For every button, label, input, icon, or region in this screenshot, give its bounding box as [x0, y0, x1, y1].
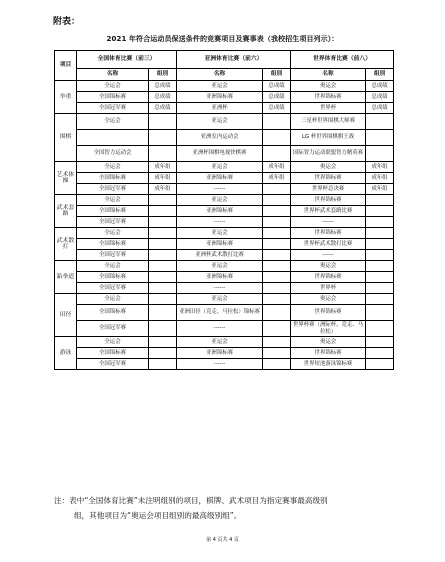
header-name: 名称: [291, 69, 366, 81]
asian-event-name: 亚洲室内运动会: [177, 130, 263, 146]
asian-event-name: 亚洲锦标赛: [177, 92, 263, 103]
world-event-name: 奥运会: [291, 337, 366, 348]
world-division: [366, 337, 394, 348]
world-division: [366, 283, 394, 294]
table-note: [54, 493, 399, 523]
table-row: [55, 239, 394, 250]
header-name: 名称: [177, 69, 263, 81]
asian-event-name: ------: [177, 283, 263, 294]
world-division: 总成绩: [366, 103, 394, 114]
national-division: [149, 261, 177, 272]
attachment-label: 附表：: [53, 17, 81, 27]
national-division: [149, 283, 177, 294]
header-project: 项目: [55, 51, 77, 81]
world-event-name: 三星杯世界围棋大师赛: [291, 114, 366, 130]
world-event-name: 世界杯总决赛: [291, 184, 366, 195]
world-division: [366, 114, 394, 130]
asian-division: 成年组: [263, 173, 291, 184]
national-event-name: 全运会: [77, 337, 149, 348]
national-division: 成年组: [149, 173, 177, 184]
national-event-name: 全国冠军赛: [77, 359, 149, 370]
table-row: [55, 81, 394, 92]
world-division: [366, 321, 394, 337]
asian-event-name: 亚运会: [177, 195, 263, 206]
national-event-name: 全国锦标赛: [77, 239, 149, 250]
national-division: 总成绩: [149, 92, 177, 103]
note-line-2: 组，其他项目为“奥运会项目组别的最高级别组”。: [74, 511, 242, 520]
world-event-name: LG 杯世界围棋棋王战: [291, 130, 366, 146]
table-row: [55, 130, 394, 146]
asian-division: 总成绩: [263, 103, 291, 114]
national-division: 成年组: [149, 184, 177, 195]
asian-event-name: ------: [177, 359, 263, 370]
national-division: [149, 146, 177, 162]
asian-division: [263, 239, 291, 250]
national-event-name: 全国锦标赛: [77, 305, 149, 321]
national-event-name: 全运会: [77, 228, 149, 239]
world-event-name: 世界杯: [291, 283, 366, 294]
world-event-name: ------: [291, 250, 366, 261]
world-event-name: 世界锦标赛: [291, 173, 366, 184]
national-event-name: 全国锦标赛: [77, 206, 149, 217]
world-event-name: 奥运会: [291, 261, 366, 272]
sport-name: 武术套路: [55, 195, 77, 228]
asian-division: [263, 146, 291, 162]
national-division: 总成绩: [149, 103, 177, 114]
national-division: [149, 114, 177, 130]
asian-event-name: 亚运会: [177, 114, 263, 130]
world-event-name: 奥运会: [291, 162, 366, 173]
table-row: [55, 162, 394, 173]
world-division: 总成绩: [366, 92, 394, 103]
asian-event-name: 亚洲杯: [177, 103, 263, 114]
world-division: 成年组: [366, 184, 394, 195]
asian-division: [263, 305, 291, 321]
world-division: [366, 130, 394, 146]
national-event-name: 全国锦标赛: [77, 92, 149, 103]
national-division: [149, 305, 177, 321]
asian-division: [263, 217, 291, 228]
asian-division: [263, 272, 291, 283]
header-division: 组别: [263, 69, 291, 81]
national-division: [149, 206, 177, 217]
national-event-name: 全国冠军赛: [77, 250, 149, 261]
table-row: [55, 173, 394, 184]
table-row: [55, 283, 394, 294]
national-division: 总成绩: [149, 81, 177, 92]
asian-division: [263, 283, 291, 294]
national-event-name: 全运会: [77, 81, 149, 92]
world-division: 总成绩: [366, 81, 394, 92]
national-division: [149, 217, 177, 228]
world-event-name: 世界杯: [291, 103, 366, 114]
world-division: [366, 348, 394, 359]
national-event-name: 全运会: [77, 261, 149, 272]
national-division: [149, 348, 177, 359]
asian-division: [263, 359, 291, 370]
world-division: [366, 305, 394, 321]
asian-event-name: 亚运会: [177, 228, 263, 239]
asian-division: [263, 114, 291, 130]
world-division: [366, 195, 394, 206]
world-division: [366, 146, 394, 162]
national-division: 成年组: [149, 162, 177, 173]
national-event-name: 全运会: [77, 162, 149, 173]
table-row: [55, 348, 394, 359]
national-event-name: [77, 130, 149, 146]
asian-event-name: ------: [177, 184, 263, 195]
table-row: [55, 103, 394, 114]
world-division: 成年组: [366, 162, 394, 173]
world-division: 成年组: [366, 173, 394, 184]
sport-name: 跆拳道: [55, 261, 77, 294]
national-division: [149, 272, 177, 283]
note-line-1: 注：表中“全国体育比赛”未注明组别的项目，棋牌、武术项目为指定赛事最高级别: [54, 496, 328, 505]
table-row: [55, 321, 394, 337]
header-national: 全国体育比赛（前三）: [77, 51, 177, 69]
asian-event-name: 亚洲锦标赛: [177, 348, 263, 359]
national-event-name: 全运会: [77, 114, 149, 130]
national-event-name: 全国冠军赛: [77, 103, 149, 114]
asian-division: [263, 206, 291, 217]
header-division: 组别: [366, 69, 394, 81]
national-division: [149, 337, 177, 348]
world-event-name: 世界短池游泳锦标赛: [291, 359, 366, 370]
table-row: [55, 217, 394, 228]
asian-division: [263, 130, 291, 146]
table-row: [55, 305, 394, 321]
asian-event-name: 亚洲杯围棋电视快棋赛: [177, 146, 263, 162]
table-row: [55, 228, 394, 239]
world-event-name: 世界杯武术套路比赛: [291, 206, 366, 217]
table-row: [55, 359, 394, 370]
asian-event-name: 亚运会: [177, 81, 263, 92]
world-division: [366, 294, 394, 305]
asian-event-name: 亚洲锦标赛: [177, 239, 263, 250]
asian-division: [263, 250, 291, 261]
document-title: 2021 年符合运动员保送条件的竞赛项目及赛事表（我校招生项目列示）：: [106, 35, 339, 43]
asian-division: [263, 321, 291, 337]
asian-division: 成年组: [263, 162, 291, 173]
sport-name: 武术散打: [55, 228, 77, 261]
sport-name: 田径: [55, 294, 77, 337]
asian-division: 总成绩: [263, 81, 291, 92]
world-event-name: 世界锦标赛: [291, 195, 366, 206]
world-division: [366, 272, 394, 283]
world-event-name: 世界锦标赛: [291, 348, 366, 359]
asian-event-name: 亚洲田径（竞走、马拉松）锦标赛: [177, 305, 263, 321]
table-row: [55, 146, 394, 162]
world-event-name: 世界锦标赛: [291, 228, 366, 239]
table-row: [55, 195, 394, 206]
table-row: [55, 294, 394, 305]
national-division: [149, 130, 177, 146]
national-event-name: 全国冠军赛: [77, 321, 149, 337]
world-division: [366, 217, 394, 228]
table-body: [55, 81, 394, 370]
header-asian: 亚洲体育比赛（前六）: [177, 51, 291, 69]
page-footer: 第 4 页共 4 页: [206, 537, 239, 543]
national-event-name: 全国冠军赛: [77, 217, 149, 228]
header-division: 组别: [149, 69, 177, 81]
world-event-name: 世界杯赛（洲际杯、竞走、马拉松）: [291, 321, 366, 337]
national-event-name: 全国锦标赛: [77, 348, 149, 359]
asian-event-name: ------: [177, 321, 263, 337]
national-event-name: 全国锦标赛: [77, 173, 149, 184]
world-division: [366, 261, 394, 272]
asian-division: 总成绩: [263, 92, 291, 103]
world-event-name: 世界锦标赛: [291, 92, 366, 103]
table-row: [55, 184, 394, 195]
asian-division: [263, 195, 291, 206]
asian-event-name: ------: [177, 217, 263, 228]
world-event-name: 奥运会: [291, 294, 366, 305]
world-event-name: 奥运会: [291, 81, 366, 92]
national-division: [149, 228, 177, 239]
national-event-name: 全国冠军赛: [77, 283, 149, 294]
national-event-name: 全运会: [77, 294, 149, 305]
events-table: [54, 50, 394, 370]
table-row: [55, 261, 394, 272]
world-event-name: 世界锦标赛: [291, 305, 366, 321]
world-event-name: 世界杯武术散打比赛: [291, 239, 366, 250]
national-division: [149, 250, 177, 261]
table-row: [55, 206, 394, 217]
asian-event-name: 亚运会: [177, 162, 263, 173]
sport-name: 举重: [55, 81, 77, 114]
header-name: 名称: [77, 69, 149, 81]
asian-division: [263, 228, 291, 239]
national-event-name: 全国锦标赛: [77, 272, 149, 283]
sport-name: 艺术体操: [55, 162, 77, 195]
asian-division: [263, 348, 291, 359]
national-division: [149, 321, 177, 337]
sport-name: 围棋: [55, 114, 77, 162]
table-row: [55, 114, 394, 130]
national-division: [149, 239, 177, 250]
asian-event-name: 亚洲锦标赛: [177, 206, 263, 217]
asian-event-name: 亚运会: [177, 294, 263, 305]
world-event-name: 国际智力运动联盟智力精英赛: [291, 146, 366, 162]
table-row: [55, 337, 394, 348]
table-row: [55, 92, 394, 103]
national-division: [149, 359, 177, 370]
events-table-container: [54, 50, 393, 370]
asian-event-name: 亚洲锦标赛: [177, 272, 263, 283]
national-division: [149, 294, 177, 305]
asian-division: [263, 184, 291, 195]
asian-event-name: 亚洲杯武术散打比赛: [177, 250, 263, 261]
world-division: [366, 250, 394, 261]
table-row: [55, 250, 394, 261]
national-division: [149, 195, 177, 206]
world-division: [366, 206, 394, 217]
world-division: [366, 359, 394, 370]
asian-division: [263, 261, 291, 272]
table-row: [55, 272, 394, 283]
world-division: [366, 228, 394, 239]
world-event-name: 世界锦标赛: [291, 272, 366, 283]
national-event-name: 全国智力运动会: [77, 146, 149, 162]
asian-division: [263, 294, 291, 305]
national-event-name: 全国冠军赛: [77, 184, 149, 195]
asian-event-name: 亚洲锦标赛: [177, 173, 263, 184]
world-division: [366, 239, 394, 250]
asian-event-name: 亚运会: [177, 337, 263, 348]
national-event-name: 全运会: [77, 195, 149, 206]
sport-name: 游泳: [55, 337, 77, 370]
asian-event-name: 亚运会: [177, 261, 263, 272]
asian-division: [263, 337, 291, 348]
world-event-name: ------: [291, 217, 366, 228]
header-world: 世界体育比赛（前八）: [291, 51, 394, 69]
